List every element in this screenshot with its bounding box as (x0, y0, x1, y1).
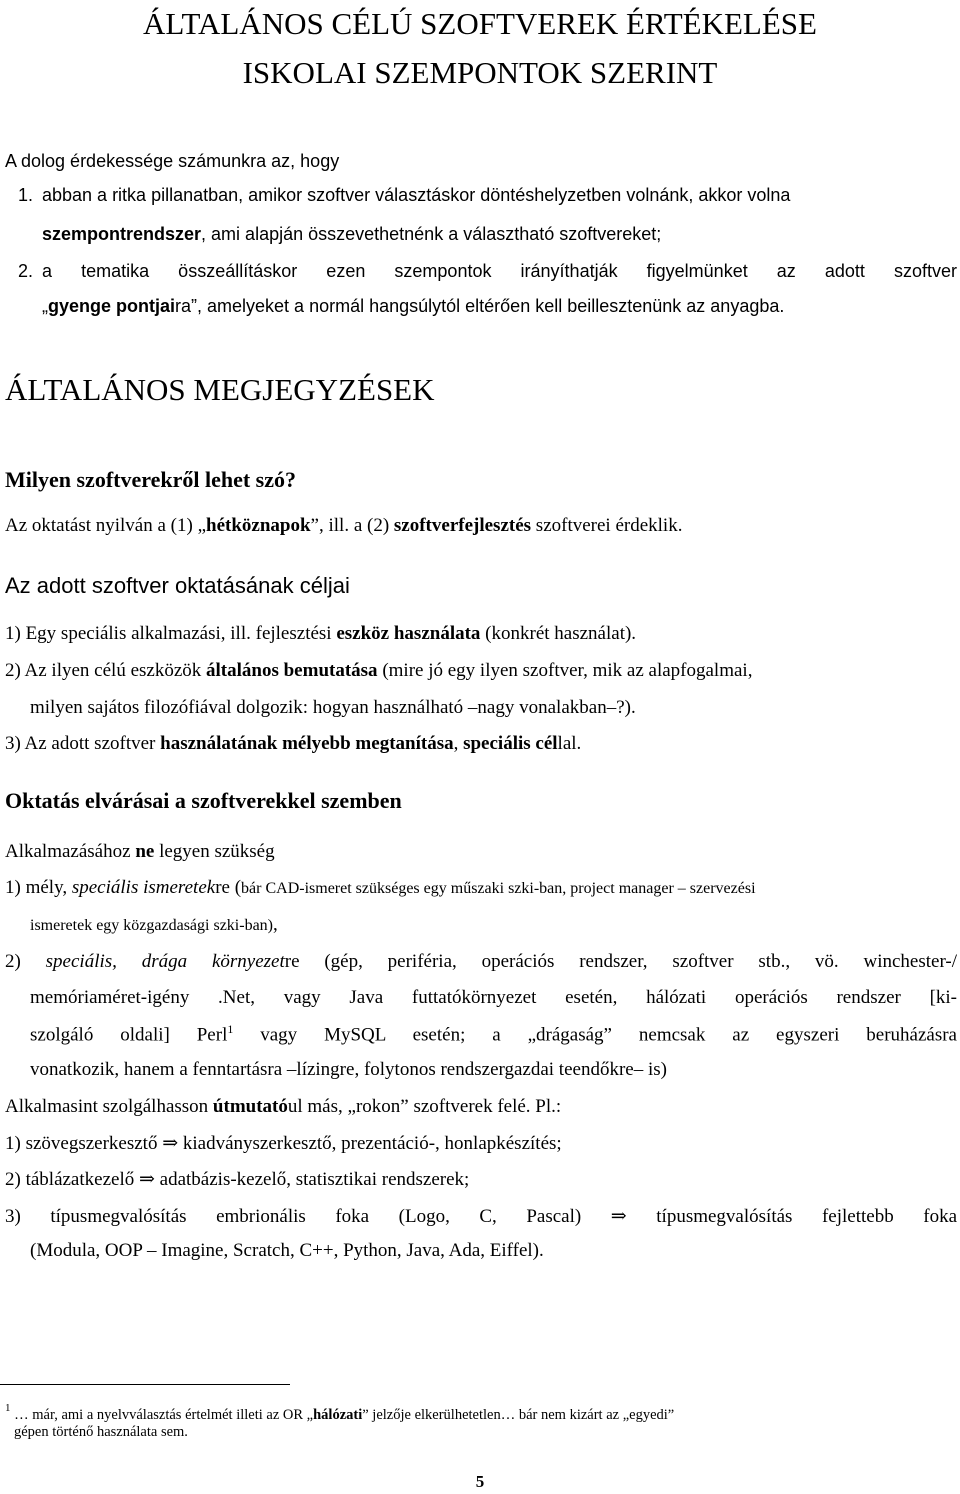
subheading-goals: Az adott szoftver oktatásának céljai (5, 573, 350, 598)
guide-item-3: 3) típusmegvalósítás embrionális foka (Logo, C, Pascal) ⇒ típusmegvalósítás fejlettebb foka (5, 1206, 958, 1227)
footnote-line2: gépen történő használata sem. (14, 1424, 188, 1440)
intro-item-1-num: 1. (17, 185, 33, 205)
guide-item-2: 2) táblázatkezelő ⇒ adatbázis-kezelő, statisztikai rendszerek; (5, 1169, 470, 1190)
goal-item-2: 2) Az ilyen célú eszközök általános bemutatása (mire jó egy ilyen szoftver, mik az alapfogalmai, (5, 660, 753, 681)
need-item-2-line4: vonatkozik, hanem a fenntartásra –lízingre, folytonos rendszergazdai teendőkre– is) (30, 1059, 667, 1080)
intro-text: A dolog érdekessége számunkra az, hogy (5, 151, 340, 171)
guide-line: Alkalmasint szolgálhasson útmutatóul más, „rokon” szoftverek felé. Pl.: (5, 1096, 562, 1117)
section-heading-expectations: Oktatás elvárásai a szoftverekkel szemben (5, 788, 402, 813)
goal-item-3: 3) Az adott szoftver használatának mélyebb megtanítása, speciális céllal. (5, 733, 582, 754)
implies-arrow-icon: ⇒ (162, 1133, 179, 1154)
intro-item-1-line1: abban a ritka pillanatban, amikor szoftver választáskor döntéshelyzetben volnánk, akkor volna (42, 185, 791, 205)
subheading-which-software: Milyen szoftverekről lehet szó? (5, 467, 297, 492)
need-item-1: 1) mély, speciális ismeretekre (bár CAD-ismeret szükséges egy műszaki szki-ban, project manager – szervezési (5, 877, 756, 898)
doc-title-line2: ISKOLAI SZEMPONTOK SZERINT (242, 55, 718, 90)
guide-item-1: 1) szövegszerkesztő ⇒ kiadványszerkesztő, prezentáció-, honlapkészítés; (5, 1133, 562, 1154)
intro-item-1-line2: szempontrendszer, ami alapján összevethetnénk a választható szoftvereket; (42, 224, 662, 244)
need-item-1-line2: ismeretek egy közgazdasági szki-ban), (30, 914, 278, 935)
goal-item-1: 1) Egy speciális alkalmazási, ill. fejlesztési eszköz használata (konkrét használat). (5, 623, 637, 644)
which-software-answer: Az oktatást nyilván a (1) „hétköznapok”, ill. a (2) szoftverfejlesztés szoftverei érdeklik. (5, 515, 683, 536)
need-item-2-line3: szolgáló oldali] Perl$^1$ vagy MySQL esetén; a „drágaság” nemcsak az egyszeri beruházásra (30, 1022, 957, 1046)
need-item-2-line2: memóriaméret-igény .Net, vagy Java futtatókörnyezet esetén, hálózati operációs rendszer [ki- (30, 987, 957, 1008)
page-number: 5 (475, 1472, 485, 1491)
intro-item-2-num: 2. (17, 261, 33, 281)
footnote-ref: 1 (227, 1022, 234, 1036)
intro-item-2-line2: „gyenge pontjaira”, amelyeket a normál hangsúlytól eltérően kell beillesztenünk az anyagba. (42, 296, 785, 316)
goal-item-2-line2: milyen sajátos filozófiával dolgozik: hogyan használható –nagy vonalakban–?). (30, 697, 636, 718)
implies-arrow-icon: ⇒ (138, 1169, 155, 1190)
need-line: Alkalmazásához ne legyen szükség (5, 841, 275, 862)
section-heading-general-notes: ÁLTALÁNOS MEGJEGYZÉSEK (5, 372, 435, 407)
footnote-separator (0, 1384, 290, 1385)
implies-arrow-icon: ⇒ (610, 1206, 627, 1227)
footnote-line1: $^1$ … már, ami a nyelvválasztás értelmét illeti az OR „hálózati” jelzője elkerülhetetlen… bár nem kizárt az „egyedi” (5, 1402, 675, 1423)
guide-item-3-line2: (Modula, OOP – Imagine, Scratch, C++, Python, Java, Ada, Eiffel). (30, 1240, 544, 1261)
intro-item-2-line1: a tematika összeállításkor ezen szempontok irányíthatják figyelmünket az adott szoftver (42, 261, 957, 281)
doc-title-line1: ÁLTALÁNOS CÉLÚ SZOFTVEREK ÉRTÉKELÉSE (143, 6, 817, 41)
need-item-2: 2) speciális, drága környezetre (gép, periféria, operációs rendszer, szoftver stb., vö. winchester-/ (5, 951, 957, 972)
